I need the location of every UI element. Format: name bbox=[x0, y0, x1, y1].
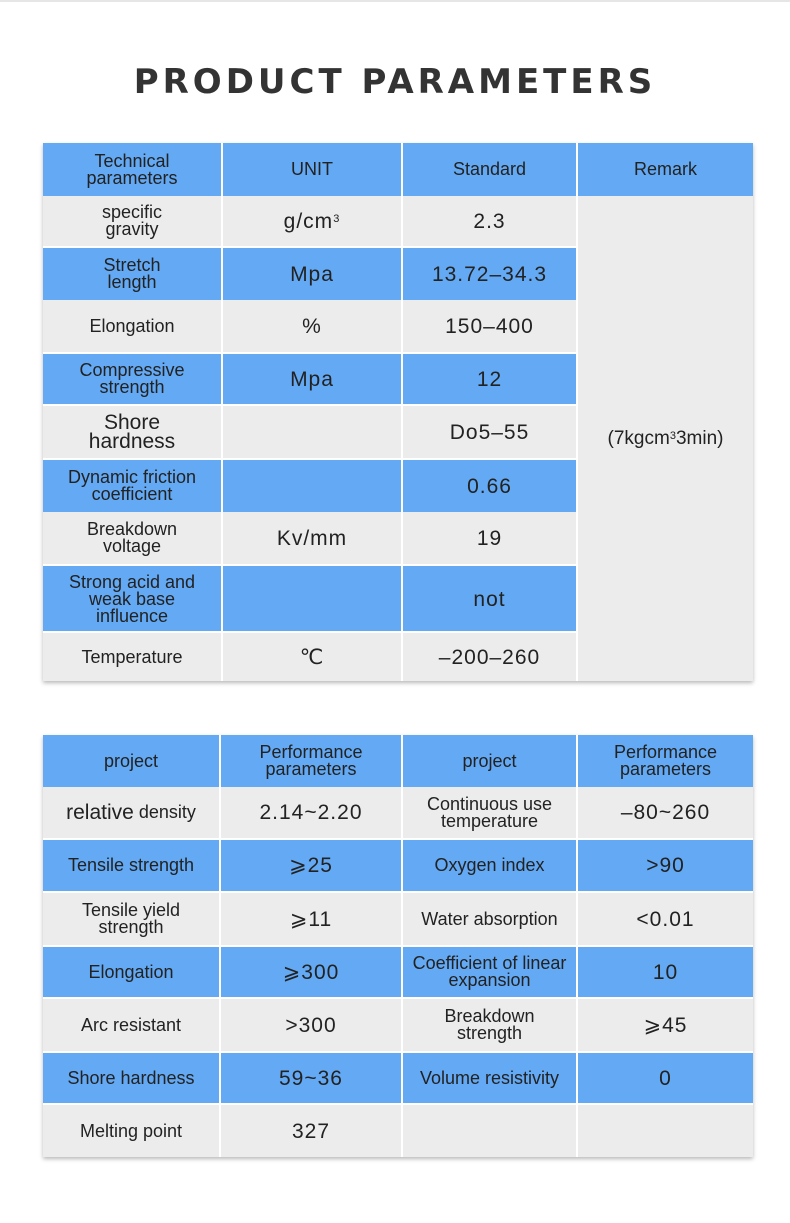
column-divider bbox=[401, 143, 403, 681]
unit-temperature: ℃ bbox=[223, 633, 401, 681]
row-divider bbox=[43, 1103, 753, 1105]
header-performance-1: Performance parameters bbox=[221, 735, 401, 787]
param-temperature: Temperature bbox=[43, 633, 221, 681]
row-divider bbox=[43, 352, 576, 354]
project-coefficient-linear-expansion: Coefficient of linear expansion bbox=[403, 947, 576, 997]
value-volume-resistivity: 0 bbox=[578, 1053, 753, 1103]
unit-strong-acid-weak-base bbox=[223, 566, 401, 633]
header-performance-2: Performance parameters bbox=[578, 735, 753, 787]
header-remark: Remark bbox=[578, 143, 753, 196]
value-tensile-yield-strength: ⩾11 bbox=[221, 893, 401, 945]
row-divider bbox=[43, 997, 753, 999]
row-divider bbox=[43, 838, 753, 840]
project-volume-resistivity: Volume resistivity bbox=[403, 1053, 576, 1103]
standard-temperature: –200–260 bbox=[403, 633, 576, 681]
param-specific-gravity: specific gravity bbox=[43, 196, 221, 246]
remark-merged-cell bbox=[578, 196, 753, 681]
value-water-absorption: <0.01 bbox=[578, 893, 753, 945]
value-breakdown-strength: ⩾45 bbox=[578, 999, 753, 1051]
value-arc-resistant: >300 bbox=[221, 999, 401, 1051]
unit-compressive-strength: Mpa bbox=[223, 354, 401, 404]
column-divider bbox=[221, 143, 223, 681]
standard-strong-acid-weak-base: not bbox=[403, 566, 576, 633]
unit-specific-gravity bbox=[223, 196, 401, 246]
column-divider bbox=[576, 143, 578, 681]
project-water-absorption: Water absorption bbox=[403, 893, 576, 945]
param-compressive-strength: Compressive strength bbox=[43, 354, 221, 404]
value-empty bbox=[578, 1105, 753, 1157]
project-arc-resistant: Arc resistant bbox=[43, 999, 219, 1051]
performance-parameters-table bbox=[43, 735, 753, 1157]
row-divider bbox=[43, 631, 576, 633]
unit-stretch-length: Mpa bbox=[223, 248, 401, 300]
project-tensile-yield-strength: Tensile yield strength bbox=[43, 893, 219, 945]
value-oxygen-index: >90 bbox=[578, 840, 753, 891]
row-divider bbox=[43, 1051, 753, 1053]
row-divider bbox=[43, 564, 576, 566]
value-tensile-strength: ⩾25 bbox=[221, 840, 401, 891]
row-divider bbox=[43, 891, 753, 893]
row-divider bbox=[43, 945, 753, 947]
density-word: density bbox=[138, 802, 196, 822]
top-divider bbox=[0, 0, 790, 2]
unit-shore-hardness bbox=[223, 406, 401, 458]
project-tensile-strength: Tensile strength bbox=[43, 840, 219, 891]
standard-stretch-length: 13.72–34.3 bbox=[403, 248, 576, 300]
standard-dynamic-friction-coefficient: 0.66 bbox=[403, 460, 576, 512]
header-project-2: project bbox=[403, 735, 576, 787]
header-project-1: project bbox=[43, 735, 219, 787]
header-unit: UNIT bbox=[223, 143, 401, 196]
header-technical-parameters: Technical parameters bbox=[43, 143, 221, 196]
standard-shore-hardness: Do5–55 bbox=[403, 406, 576, 458]
unit-superscript: 3 bbox=[333, 212, 341, 225]
project-melting-point: Melting point bbox=[43, 1105, 219, 1157]
header-standard: Standard bbox=[403, 143, 576, 196]
project-continuous-use-temperature: Continuous use temperature bbox=[403, 787, 576, 838]
row-divider bbox=[43, 246, 576, 248]
unit-breakdown-voltage: Kv/mm bbox=[223, 512, 401, 564]
row-divider bbox=[43, 404, 576, 406]
remark-text-post: 3min) bbox=[675, 428, 724, 449]
project-shore-hardness: Shore hardness bbox=[43, 1053, 219, 1103]
value-relative-density: 2.14~2.20 bbox=[221, 787, 401, 838]
remark-superscript: 3 bbox=[669, 430, 676, 442]
row-divider bbox=[43, 458, 576, 460]
standard-breakdown-voltage: 19 bbox=[403, 512, 576, 564]
project-breakdown-strength: Breakdown strength bbox=[403, 999, 576, 1051]
param-dynamic-friction-coefficient: Dynamic friction coefficient bbox=[43, 460, 221, 512]
unit-dynamic-friction-coefficient bbox=[223, 460, 401, 512]
standard-specific-gravity: 2.3 bbox=[403, 196, 576, 246]
standard-compressive-strength: 12 bbox=[403, 354, 576, 404]
value-melting-point: 327 bbox=[221, 1105, 401, 1157]
param-strong-acid-weak-base: Strong acid and weak base influence bbox=[43, 566, 221, 633]
technical-parameters-table bbox=[43, 143, 753, 681]
unit-elongation: % bbox=[223, 300, 401, 352]
project-relative-density bbox=[43, 787, 219, 838]
value-shore-hardness: 59~36 bbox=[221, 1053, 401, 1103]
project-elongation: Elongation bbox=[43, 947, 219, 997]
param-breakdown-voltage: Breakdown voltage bbox=[43, 512, 221, 564]
value-elongation: ⩾300 bbox=[221, 947, 401, 997]
relative-word: relative bbox=[66, 801, 134, 824]
param-shore-hardness: Shore hardness bbox=[43, 406, 221, 458]
param-stretch-length: Stretch length bbox=[43, 248, 221, 300]
standard-elongation: 150–400 bbox=[403, 300, 576, 352]
param-elongation: Elongation bbox=[43, 300, 221, 352]
unit-text: g/cm bbox=[283, 209, 334, 233]
remark-text-pre: (7kgcm bbox=[607, 428, 670, 449]
project-oxygen-index: Oxygen index bbox=[403, 840, 576, 891]
page-title: PRODUCT PARAMETERS bbox=[133, 62, 657, 102]
value-continuous-use-temperature: –80~260 bbox=[578, 787, 753, 838]
value-coefficient-linear-expansion: 10 bbox=[578, 947, 753, 997]
project-empty bbox=[403, 1105, 576, 1157]
